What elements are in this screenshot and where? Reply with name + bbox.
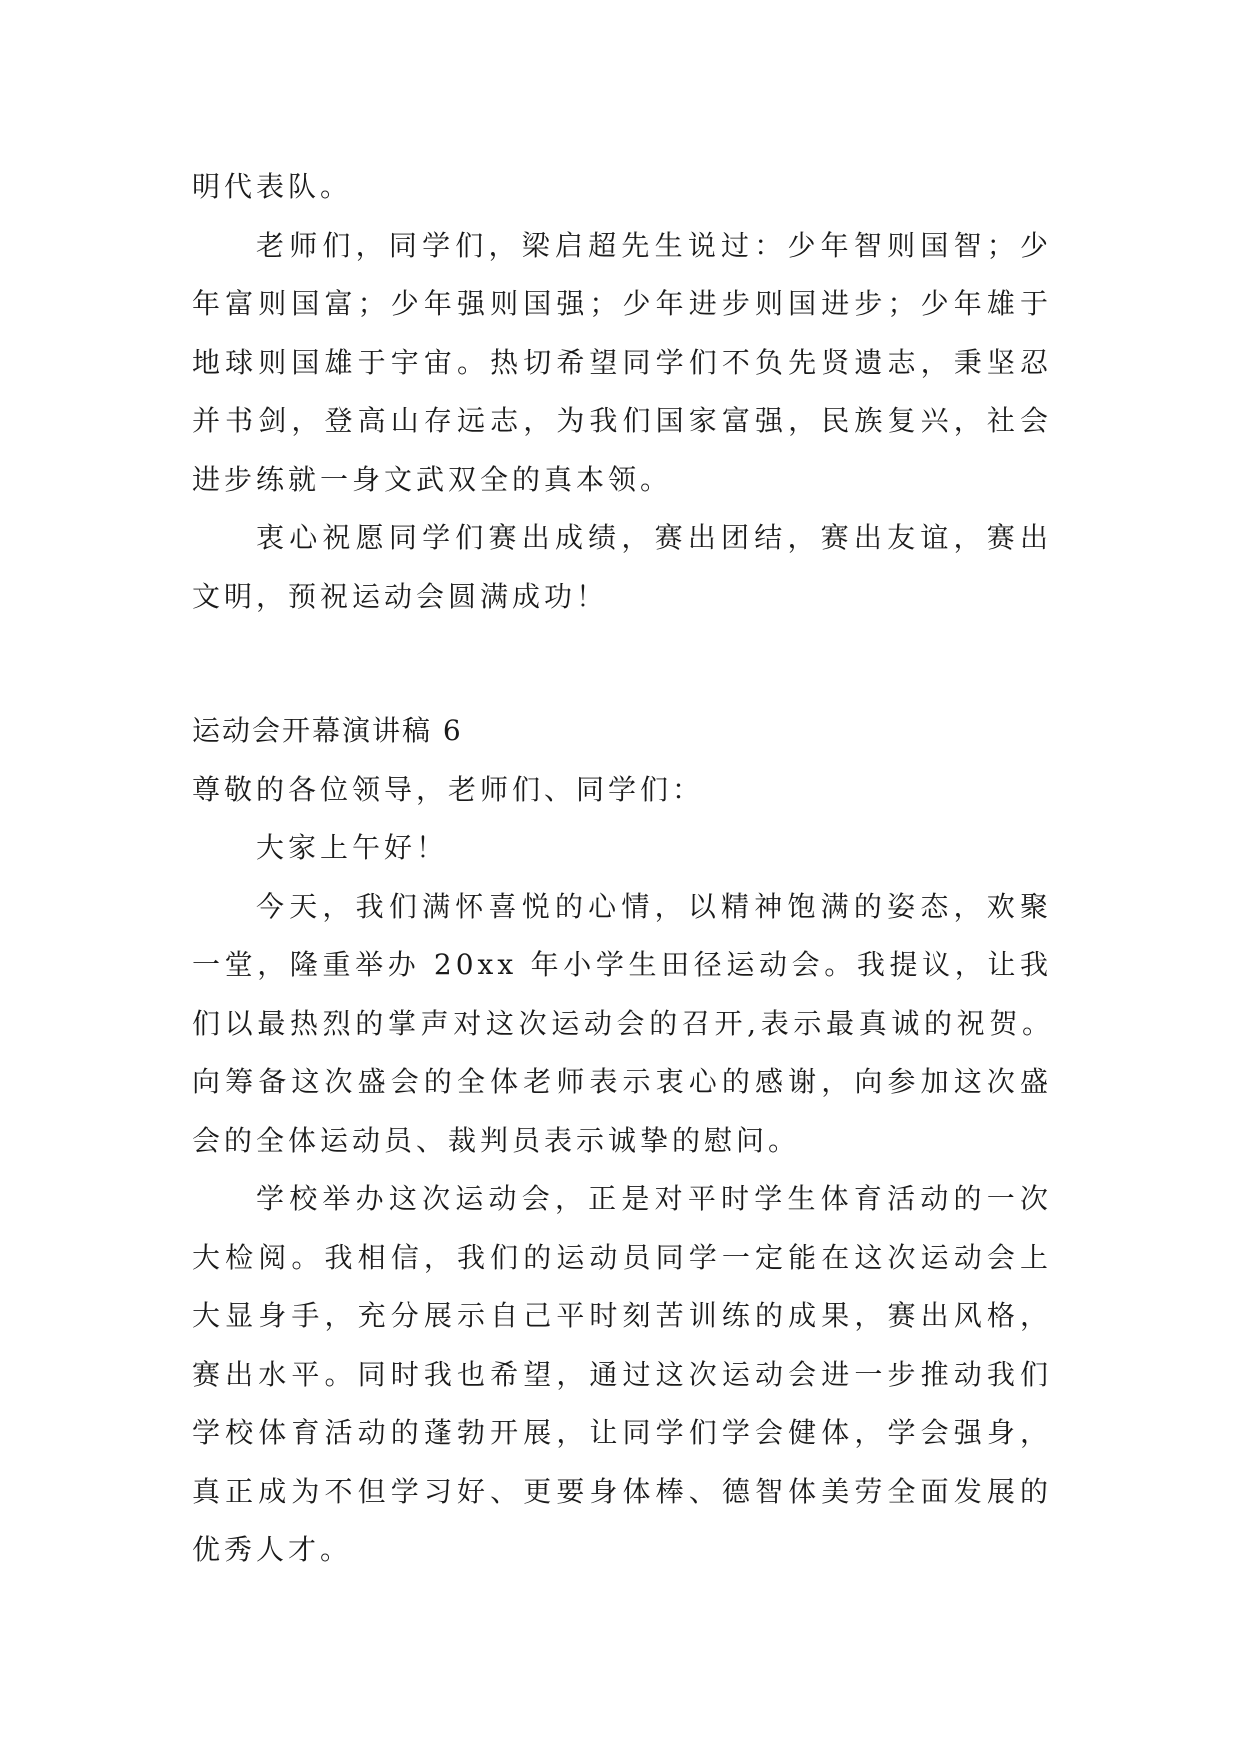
text-line: 向筹备这次盛会的全体老师表示衷心的感谢，向参加这次盛 xyxy=(192,1065,1052,1098)
text-line: 大显身手，充分展示自己平时刻苦训练的成果，赛出风格， xyxy=(192,1299,1052,1332)
text-line: 并书剑，登高山存远志，为我们国家富强，民族复兴，社会 xyxy=(192,404,1052,437)
text-line: 明代表队。 xyxy=(192,170,353,203)
greeting: 大家上午好！ xyxy=(256,831,449,864)
section-gap xyxy=(192,626,1052,702)
text-line: 进步练就一身文武双全的真本领。 xyxy=(192,462,673,496)
document-body xyxy=(192,158,1052,1580)
text-line: 学校体育活动的蓬勃开展，让同学们学会健体，学会强身， xyxy=(192,1416,1052,1449)
text-line: 优秀人才。 xyxy=(192,1533,353,1566)
text-line: 衷心祝愿同学们赛出成绩，赛出团结，赛出友谊，赛出 xyxy=(256,521,1052,554)
text-line: 会的全体运动员、裁判员表示诚挚的慰问。 xyxy=(192,1123,801,1157)
text-line: 老师们，同学们，梁启超先生说过：少年智则国智；少 xyxy=(256,228,1052,262)
text-line: 一堂，隆重举办 20xx 年小学生田径运动会。我提议，让我 xyxy=(192,948,1052,981)
text-line: 年富则国富；少年强则国强；少年进步则国进步；少年雄于 xyxy=(192,287,1052,320)
text-line: 真正成为不但学习好、更要身体棒、德智体美劳全面发展的 xyxy=(192,1474,1052,1508)
text-line: 们以最热烈的掌声对这次运动会的召开,表示最真诚的祝贺。 xyxy=(192,1006,1052,1040)
text-line: 大检阅。我相信，我们的运动员同学一定能在这次运动会上 xyxy=(192,1240,1052,1274)
text-line: 赛出水平。同时我也希望，通过这次运动会进一步推动我们 xyxy=(192,1357,1052,1391)
text-line: 文明，预祝运动会圆满成功！ xyxy=(192,579,609,613)
salutation: 尊敬的各位领导，老师们、同学们： xyxy=(192,772,705,806)
text-line: 学校举办这次运动会，正是对平时学生体育活动的一次 xyxy=(256,1182,1052,1215)
section-title: 运动会开幕演讲稿 6 xyxy=(192,714,463,747)
text-line: 地球则国雄于宇宙。热切希望同学们不负先贤遗志，秉坚忍 xyxy=(192,345,1052,379)
text-line: 今天，我们满怀喜悦的心情，以精神饱满的姿态，欢聚 xyxy=(256,889,1052,923)
